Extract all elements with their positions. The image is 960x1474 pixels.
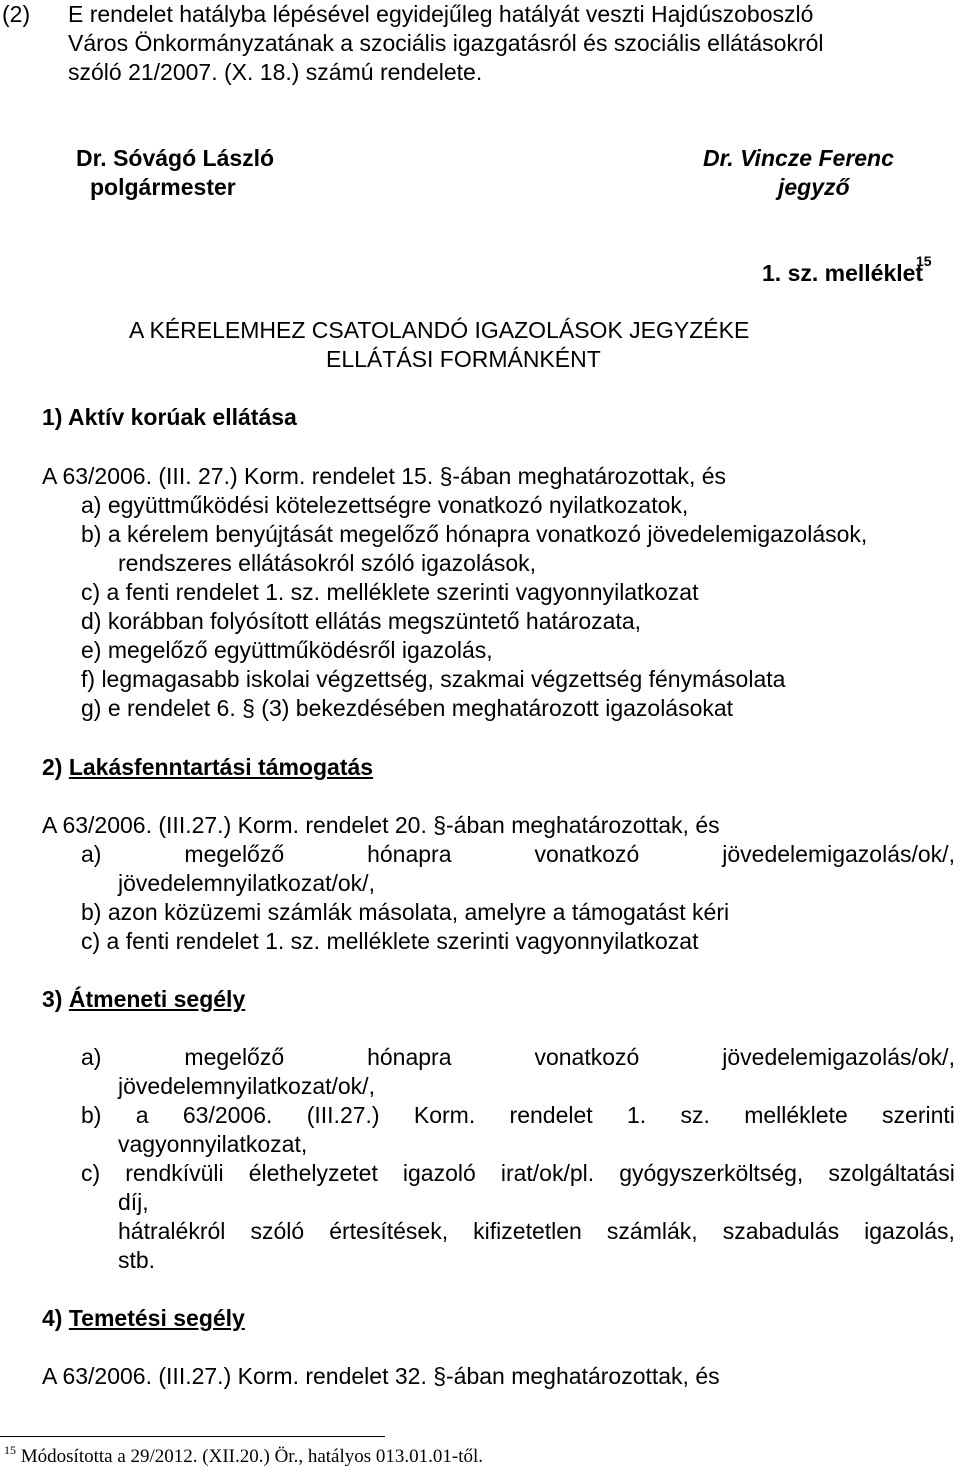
section-lead: A 63/2006. (III.27.) Korm. rendelet 20. §-ában meghatározottak, és bbox=[42, 812, 720, 838]
word: a bbox=[135, 1102, 149, 1128]
list-item: b) a kérelem benyújtását megelőző hónapra vonatkozó jövedelemigazolások, bbox=[81, 521, 868, 547]
footnote bbox=[4, 1443, 484, 1468]
list-item: g) e rendelet 6. § (3) bekezdésében meghatározott igazolásokat bbox=[81, 695, 734, 721]
list-item-justified bbox=[118, 1217, 955, 1246]
list-item: a) együttműködési kötelezettségre vonatkozó nyilatkozatok, bbox=[81, 492, 689, 518]
word: Korm. bbox=[413, 1102, 476, 1128]
intro-line: E rendelet hatályba lépésével egyidejűleg hatályát veszti Hajdúszoboszló bbox=[68, 1, 814, 27]
footnote-number: 15 bbox=[4, 1443, 16, 1457]
list-item-continuation: stb. bbox=[118, 1247, 156, 1273]
word: irat/ok/pl. bbox=[500, 1160, 595, 1186]
word: szabadulás bbox=[722, 1218, 840, 1244]
list-item-continuation: díj, bbox=[118, 1189, 149, 1215]
word: (III.27.) bbox=[306, 1102, 380, 1128]
word: a) bbox=[81, 841, 102, 867]
list-item-justified bbox=[81, 1043, 955, 1072]
word: megelőző bbox=[184, 1044, 285, 1070]
word: szerinti bbox=[882, 1102, 955, 1128]
word: melléklete bbox=[744, 1102, 848, 1128]
section-number: 3) bbox=[42, 986, 63, 1012]
intro-line: Város Önkormányzatának a szociális igazgatásról és szociális ellátásokról bbox=[68, 30, 824, 56]
section-heading bbox=[42, 985, 245, 1014]
word: a) bbox=[81, 1044, 102, 1070]
annex-title: A KÉRELEMHEZ CSATOLANDÓ IGAZOLÁSOK JEGYZÉKE bbox=[129, 317, 750, 343]
footnote-ref: 15 bbox=[916, 253, 932, 269]
section-title: Lakásfenntartási támogatás bbox=[68, 754, 374, 780]
intro-line: szóló 21/2007. (X. 18.) számú rendelete. bbox=[68, 59, 483, 85]
word: rendkívüli bbox=[125, 1160, 224, 1186]
list-item: f) legmagasabb iskolai végzettség, szakmai végzettség fénymásolata bbox=[81, 666, 786, 692]
section-number: 2) bbox=[42, 754, 63, 780]
word: igazoló bbox=[402, 1160, 476, 1186]
word: vonatkozó bbox=[534, 1044, 640, 1070]
word: jövedelemigazolás/ok/, bbox=[722, 1044, 955, 1070]
word: vonatkozó bbox=[534, 841, 640, 867]
list-item: e) megelőző együttműködésről igazolás, bbox=[81, 637, 493, 663]
word: b) bbox=[81, 1102, 102, 1128]
word: számlák, bbox=[606, 1218, 698, 1244]
footnote-divider bbox=[0, 1436, 385, 1437]
list-item-justified bbox=[81, 1101, 955, 1130]
list-item-continuation: rendszeres ellátásokról szóló igazolások, bbox=[118, 550, 537, 576]
list-item-justified bbox=[81, 840, 955, 869]
notary-title: jegyző bbox=[778, 174, 850, 200]
section-title: Temetési segély bbox=[68, 1305, 245, 1331]
list-item-continuation: jövedelemnyilatkozat/ok/, bbox=[118, 1073, 375, 1099]
word: szolgáltatási bbox=[828, 1160, 955, 1186]
section-title: Átmeneti segély bbox=[68, 986, 246, 1012]
section-heading bbox=[42, 1304, 245, 1333]
mayor-title: polgármester bbox=[90, 174, 236, 200]
word: c) bbox=[81, 1160, 101, 1186]
annex-title: ELLÁTÁSI FORMÁNKÉNT bbox=[326, 346, 601, 372]
section-heading: 1) Aktív korúak ellátása bbox=[42, 404, 297, 430]
word: kifizetetlen bbox=[473, 1218, 582, 1244]
word: élethelyzetet bbox=[248, 1160, 378, 1186]
word: 63/2006. bbox=[182, 1102, 273, 1128]
list-item-justified bbox=[81, 1159, 955, 1188]
annex-label: 1. sz. melléklet bbox=[762, 260, 924, 286]
word: igazolás, bbox=[864, 1218, 955, 1244]
mayor-name: Dr. Sóvágó László bbox=[76, 145, 275, 171]
list-item: b) azon közüzemi számlák másolata, amelyre a támogatást kéri bbox=[81, 899, 730, 925]
word: jövedelemigazolás/ok/, bbox=[722, 841, 955, 867]
list-item-continuation: jövedelemnyilatkozat/ok/, bbox=[118, 870, 375, 896]
list-item: c) a fenti rendelet 1. sz. melléklete szerinti vagyonnyilatkozat bbox=[81, 579, 699, 605]
notary-name: Dr. Vincze Ferenc bbox=[703, 145, 894, 171]
word: értesítések, bbox=[329, 1218, 449, 1244]
word: rendelet bbox=[509, 1102, 593, 1128]
word: megelőző bbox=[184, 841, 285, 867]
word: szóló bbox=[250, 1218, 305, 1244]
list-item-continuation: vagyonnyilatkozat, bbox=[118, 1131, 308, 1157]
word: hónapra bbox=[367, 841, 452, 867]
word: hónapra bbox=[367, 1044, 452, 1070]
section-number: 4) bbox=[42, 1305, 63, 1331]
section-lead: A 63/2006. (III.27.) Korm. rendelet 32. §-ában meghatározottak, és bbox=[42, 1363, 720, 1389]
section-heading bbox=[42, 753, 373, 782]
word: hátralékról bbox=[118, 1218, 226, 1244]
section-lead: A 63/2006. (III. 27.) Korm. rendelet 15. §-ában meghatározottak, és bbox=[42, 463, 727, 489]
word: 1. bbox=[626, 1102, 647, 1128]
word: sz. bbox=[680, 1102, 710, 1128]
list-item: c) a fenti rendelet 1. sz. melléklete szerinti vagyonnyilatkozat bbox=[81, 928, 699, 954]
list-item: d) korábban folyósított ellátás megszüntető határozata, bbox=[81, 608, 641, 634]
intro-number: (2) bbox=[2, 1, 31, 27]
footnote-text: Módosította a 29/2012. (XII.20.) Ör., hatályos 013.01.01-től. bbox=[20, 1446, 484, 1467]
word: gyógyszerköltség, bbox=[619, 1160, 804, 1186]
